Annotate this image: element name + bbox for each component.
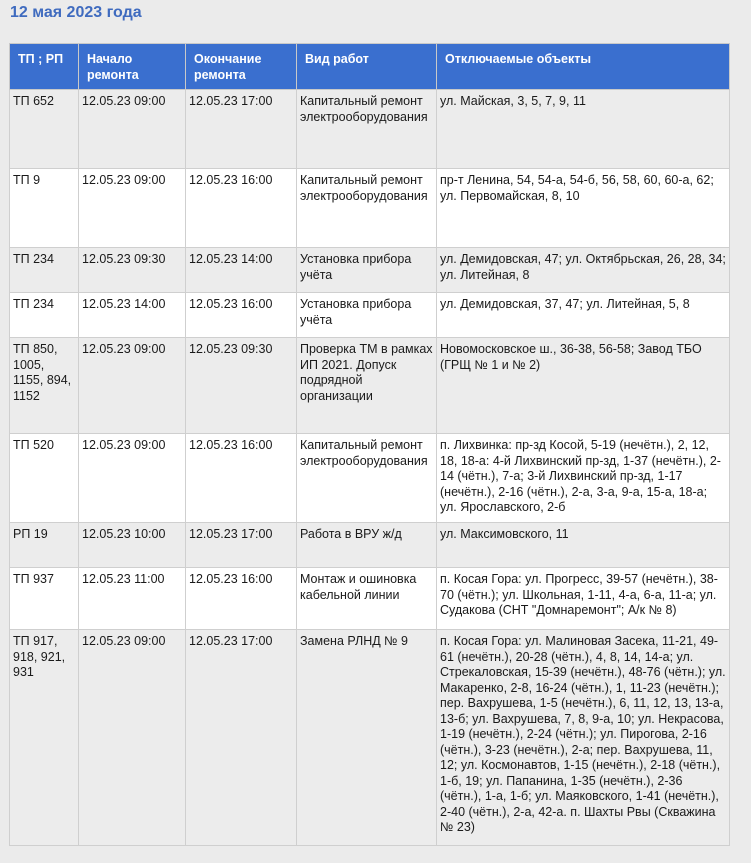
cell-objects: п. Косая Гора: ул. Малиновая Засека, 11-21, 49-61 (нечётн.), 20-28 (чётн.), 4, 8, 14, 14-а; ул. Стрекаловская, 15-39 (нечётн.), 48-76 (чётн.); ул. Макаренко, 2-8, 16-24 (чётн.), 1, 11-23 (нечётн.); пер. Вахрушева, 1-5 (нечётн.), 6, 11, 12, 13, 13-а, 13-б; ул. Вахрушева, 7, 8, 9-а, 10; ул. Некрасова, 1-19 (нечётн.), 2-24 (чётн.); ул. Пирогова, 2-16 (чётн.), 3-23 (нечётн.), 2-а; пер. Вахрушева, 11, 12; ул. Космонавтов, 1-15 (нечётн.), 2-18 (чётн.), 1-б, 19; ул. Папанина, 1-35 (нечётн.), 2-36 (чётн.), 1-а, 1-б; ул. Маяковского, 1-41 (нечётн.), 2-40 (чётн.), 2-а, 42-а. п. Шахты Рвы (Скважина № 23) [437, 630, 730, 846]
table-row [10, 293, 730, 338]
cell-start: 12.05.23 09:00 [79, 434, 186, 523]
cell-start: 12.05.23 11:00 [79, 568, 186, 630]
cell-tp: ТП 234 [10, 248, 79, 293]
outage-schedule-table [9, 43, 730, 846]
cell-end: 12.05.23 17:00 [186, 90, 297, 169]
header-tp: ТП ; РП [10, 44, 79, 90]
cell-end: 12.05.23 16:00 [186, 293, 297, 338]
cell-tp: ТП 234 [10, 293, 79, 338]
cell-work: Проверка ТМ в рамках ИП 2021. Допуск подрядной организации [297, 338, 437, 434]
cell-objects: п. Лихвинка: пр-зд Косой, 5-19 (нечётн.), 2, 12, 18, 18-а: 4-й Лихвинский пр-зд, 1-37 (нечётн.), 2-14 (чётн.), 7-а; 3-й Лихвинский пр-зд, 1-17 (нечётн.), 2-16 (чётн.), 2-а, 3-а, 9-а, 15-а, 18-а; ул. Ярославского, 2-б [437, 434, 730, 523]
cell-work: Капитальный ремонт электрооборудования [297, 169, 437, 248]
cell-objects: ул. Демидовская, 37, 47; ул. Литейная, 5, 8 [437, 293, 730, 338]
cell-objects: Новомосковское ш., 36-38, 56-58; Завод ТБО (ГРЩ № 1 и № 2) [437, 338, 730, 434]
cell-tp: ТП 520 [10, 434, 79, 523]
cell-work: Капитальный ремонт электрооборудования [297, 90, 437, 169]
cell-end: 12.05.23 16:00 [186, 568, 297, 630]
cell-start: 12.05.23 10:00 [79, 523, 186, 568]
table-row [10, 90, 730, 169]
table-row [10, 523, 730, 568]
cell-work: Установка прибора учёта [297, 248, 437, 293]
cell-work: Замена РЛНД № 9 [297, 630, 437, 846]
header-end: Окончание ремонта [186, 44, 297, 90]
table-row [10, 248, 730, 293]
cell-start: 12.05.23 09:00 [79, 338, 186, 434]
table-row [10, 169, 730, 248]
table-row [10, 434, 730, 523]
cell-tp: ТП 9 [10, 169, 79, 248]
cell-end: 12.05.23 09:30 [186, 338, 297, 434]
table-row [10, 630, 730, 846]
cell-work: Установка прибора учёта [297, 293, 437, 338]
cell-work: Капитальный ремонт электрооборудования [297, 434, 437, 523]
cell-start: 12.05.23 14:00 [79, 293, 186, 338]
cell-tp: РП 19 [10, 523, 79, 568]
table-row [10, 568, 730, 630]
cell-end: 12.05.23 17:00 [186, 523, 297, 568]
page-title: 12 мая 2023 года [10, 4, 142, 21]
cell-tp: ТП 917, 918, 921, 931 [10, 630, 79, 846]
cell-end: 12.05.23 14:00 [186, 248, 297, 293]
cell-work: Монтаж и ошиновка кабельной линии [297, 568, 437, 630]
cell-tp: ТП 850, 1005, 1155, 894, 1152 [10, 338, 79, 434]
cell-tp: ТП 937 [10, 568, 79, 630]
cell-work: Работа в ВРУ ж/д [297, 523, 437, 568]
header-work: Вид работ [297, 44, 437, 90]
table-row [10, 338, 730, 434]
cell-objects: пр-т Ленина, 54, 54-а, 54-б, 56, 58, 60, 60-а, 62; ул. Первомайская, 8, 10 [437, 169, 730, 248]
cell-tp: ТП 652 [10, 90, 79, 169]
cell-start: 12.05.23 09:00 [79, 630, 186, 846]
cell-end: 12.05.23 16:00 [186, 169, 297, 248]
cell-end: 12.05.23 17:00 [186, 630, 297, 846]
header-start: Начало ремонта [79, 44, 186, 90]
cell-objects: ул. Максимовского, 11 [437, 523, 730, 568]
table-header-row [10, 44, 730, 90]
cell-start: 12.05.23 09:30 [79, 248, 186, 293]
cell-objects: п. Косая Гора: ул. Прогресс, 39-57 (нечётн.), 38-70 (чётн.); ул. Школьная, 1-11, 4-а, 6-а, 11-а; ул. Судакова (СНТ "Домнаремонт"; А/к № 8) [437, 568, 730, 630]
cell-objects: ул. Майская, 3, 5, 7, 9, 11 [437, 90, 730, 169]
cell-start: 12.05.23 09:00 [79, 169, 186, 248]
header-objects: Отключаемые объекты [437, 44, 730, 90]
cell-end: 12.05.23 16:00 [186, 434, 297, 523]
cell-start: 12.05.23 09:00 [79, 90, 186, 169]
cell-objects: ул. Демидовская, 47; ул. Октябрьская, 26, 28, 34; ул. Литейная, 8 [437, 248, 730, 293]
